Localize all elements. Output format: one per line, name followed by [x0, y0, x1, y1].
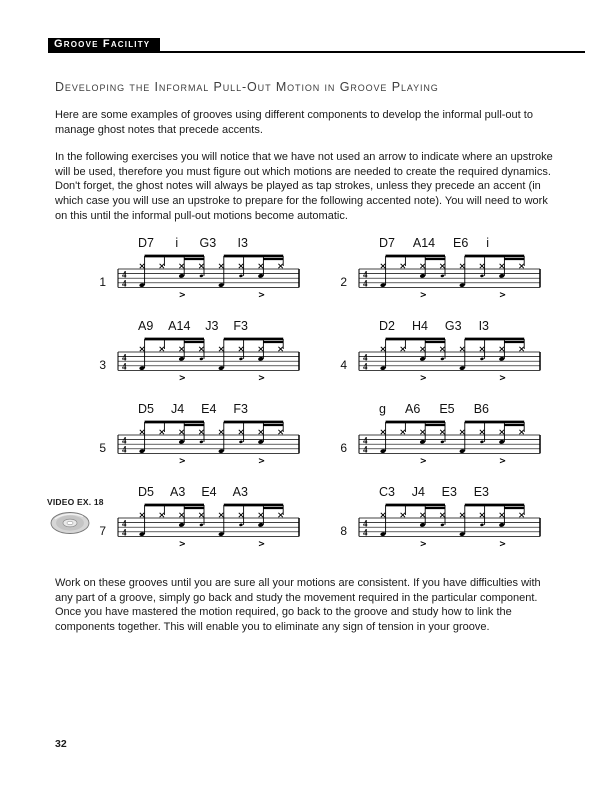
svg-text:>: >: [419, 290, 427, 301]
exercise-7: [92, 485, 303, 562]
component-label: F3: [233, 319, 248, 333]
component-labels: [379, 402, 489, 417]
cd-icon: [49, 510, 91, 536]
component-label: A14: [168, 319, 191, 333]
component-label: B6: [473, 402, 489, 416]
exercise-number: 2: [340, 275, 347, 289]
component-label: A3: [170, 485, 186, 499]
svg-text:4: 4: [122, 278, 127, 289]
svg-text:>: >: [258, 290, 266, 301]
notation-staff: [353, 417, 543, 479]
intro-paragraph-1: Here are some examples of grooves using different components to develop the informal pull-out to manage ghost notes that precede accents.: [55, 109, 533, 136]
component-label: i: [486, 236, 489, 250]
component-label: D7: [138, 236, 154, 250]
intro-paragraph-2: In the following exercises you will notice that we have not used an arrow to indicate where an upstroke will be used, therefore you must figure out which motions are needed to create the required dynamics. Don't forget, the ghost notes will always be played as tap strokes, unless they precede an accent (in which case you will use an upstroke to prepare for the following accented note). You will need to work on this until the informal pull-out motions become automatic.: [55, 151, 553, 222]
component-label: D5: [138, 485, 154, 499]
exercise-number: 6: [340, 441, 347, 455]
component-label: G3: [199, 236, 217, 250]
component-label: E3: [473, 485, 489, 499]
svg-text:>: >: [178, 456, 186, 467]
svg-text:>: >: [419, 456, 427, 467]
svg-text:>: >: [258, 456, 266, 467]
svg-text:>: >: [258, 373, 266, 384]
svg-text:4: 4: [122, 269, 127, 280]
component-label: I3: [237, 236, 248, 250]
exercise-3: [92, 319, 303, 396]
component-label: I3: [478, 319, 489, 333]
svg-text:>: >: [178, 373, 186, 384]
svg-text:4: 4: [363, 435, 368, 446]
component-labels: [138, 402, 248, 417]
svg-text:4: 4: [363, 352, 368, 363]
svg-text:4: 4: [122, 444, 127, 455]
component-label: C3: [379, 485, 395, 499]
exercise-grid: [92, 236, 544, 562]
component-label: H4: [411, 319, 428, 333]
svg-text:4: 4: [363, 527, 368, 538]
component-label: D5: [138, 402, 154, 416]
notation-staff: [112, 417, 302, 479]
header-title: Groove Facility: [48, 38, 160, 53]
component-label: D2: [379, 319, 395, 333]
component-label: D7: [379, 236, 395, 250]
svg-text:4: 4: [363, 518, 368, 529]
component-labels: [138, 319, 248, 334]
exercise-number: 3: [99, 358, 106, 372]
page-header: [48, 38, 585, 53]
component-label: i: [175, 236, 179, 250]
svg-text:4: 4: [363, 361, 368, 372]
svg-text:4: 4: [122, 435, 127, 446]
exercise-4: [333, 319, 544, 396]
component-label: F3: [233, 402, 248, 416]
svg-text:4: 4: [122, 527, 127, 538]
component-label: J4: [411, 485, 425, 499]
svg-text:>: >: [258, 539, 266, 550]
exercise-number: 1: [99, 275, 106, 289]
video-example-label: VIDEO EX. 18: [47, 497, 104, 507]
notation-staff: [112, 251, 302, 313]
svg-text:4: 4: [122, 518, 127, 529]
exercise-1: [92, 236, 303, 313]
svg-text:4: 4: [363, 269, 368, 280]
exercise-6: [333, 402, 544, 479]
component-label: J3: [205, 319, 219, 333]
notation-staff: [112, 334, 302, 396]
notation-staff: [353, 334, 543, 396]
svg-text:>: >: [499, 373, 507, 384]
svg-text:>: >: [419, 373, 427, 384]
component-label: E4: [201, 485, 217, 499]
svg-text:4: 4: [363, 278, 368, 289]
exercise-number: 5: [99, 441, 106, 455]
video-example-badge: [47, 497, 104, 536]
component-label: A3: [232, 485, 248, 499]
component-label: A14: [412, 236, 436, 250]
component-labels: [379, 485, 489, 500]
notation-staff: [112, 500, 302, 562]
page-number: 32: [55, 738, 67, 750]
exercise-number: 8: [340, 524, 347, 538]
component-label: E4: [201, 402, 217, 416]
component-label: A9: [138, 319, 154, 333]
svg-text:>: >: [419, 539, 427, 550]
closing-paragraph: Work on these grooves until you are sure all your motions are consistent. If you have difficulties with any part of a groove, simply go back and study the movement required in the particular component. Once you have mastered the motion required, go back to the groove and study how to link the components together. This will enable you to eliminate any sign of tension in your groove.: [55, 577, 541, 634]
svg-text:4: 4: [122, 361, 127, 372]
svg-text:>: >: [499, 539, 507, 550]
svg-text:>: >: [178, 539, 186, 550]
component-label: J4: [170, 402, 185, 416]
component-label: A6: [405, 402, 421, 416]
exercise-8: [333, 485, 544, 562]
component-label: E3: [441, 485, 457, 499]
svg-text:>: >: [499, 456, 507, 467]
svg-text:4: 4: [122, 352, 127, 363]
component-labels: [379, 236, 489, 251]
exercise-number: 7: [99, 524, 106, 538]
exercise-number: 4: [340, 358, 347, 372]
component-label: G3: [444, 319, 462, 333]
exercise-2: [333, 236, 544, 313]
component-labels: [138, 236, 248, 251]
svg-text:4: 4: [363, 444, 368, 455]
component-label: E6: [453, 236, 469, 250]
component-labels: [379, 319, 489, 334]
svg-text:>: >: [178, 290, 186, 301]
exercise-5: [92, 402, 303, 479]
svg-text:>: >: [499, 290, 507, 301]
component-label: g: [379, 402, 386, 416]
header-rule: [160, 51, 585, 53]
component-label: E5: [439, 402, 455, 416]
section-title: Developing the Informal Pull-Out Motion in Groove Playing: [55, 80, 439, 94]
notation-staff: [353, 500, 543, 562]
component-labels: [138, 485, 248, 500]
notation-staff: [353, 251, 543, 313]
